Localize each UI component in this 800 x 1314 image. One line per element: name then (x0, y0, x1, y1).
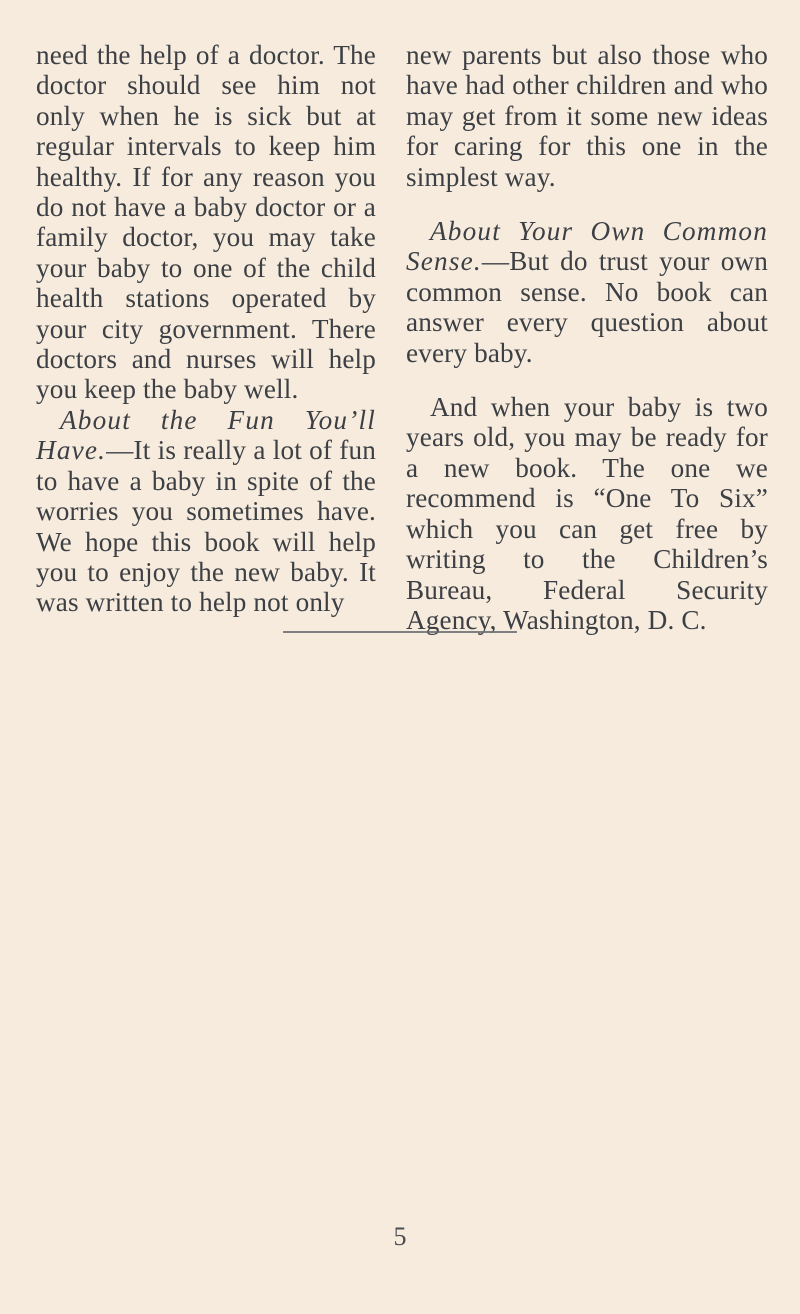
right-paragraph-new-book: And when your baby is two years old, you may be ready for a new book. The one we recommend is “One To Six” which you can get free by writing to the Children’s Bureau, Federal Security Agency, Washington, D. C. (406, 392, 768, 635)
section-divider-rule (283, 631, 517, 633)
right-paragraph-common-sense (406, 216, 768, 368)
left-paragraph-fun (36, 405, 376, 618)
fun-body: —It is really a lot of fun to have a baby in spite of the worries you sometimes have. We hope this book will help you to enjoy the new baby. It was written to help not only (36, 435, 376, 618)
right-paragraph-continued: new parents but also those who have had other children and who may get from it some new ideas for caring for this one in the simplest way. (406, 40, 768, 192)
page-number: 5 (393, 1222, 407, 1251)
right-column (406, 40, 768, 635)
left-paragraph-continued: need the help of a doctor. The doctor should see him not only when he is sick but at regular intervals to keep him healthy. If for any reason you do not have a baby doctor or a family doctor, you may take your baby to one of the child health stations operated by your city government. There doctors and nurses will help you keep the baby well. (36, 40, 376, 405)
common-sense-heading: About Your Own Common Sense. (406, 216, 768, 277)
fun-heading: About the Fun You’ll Have. (36, 404, 376, 466)
left-column (36, 40, 376, 618)
common-sense-body: —But do trust your own common sense. No book can answer every question about every baby. (406, 246, 768, 368)
